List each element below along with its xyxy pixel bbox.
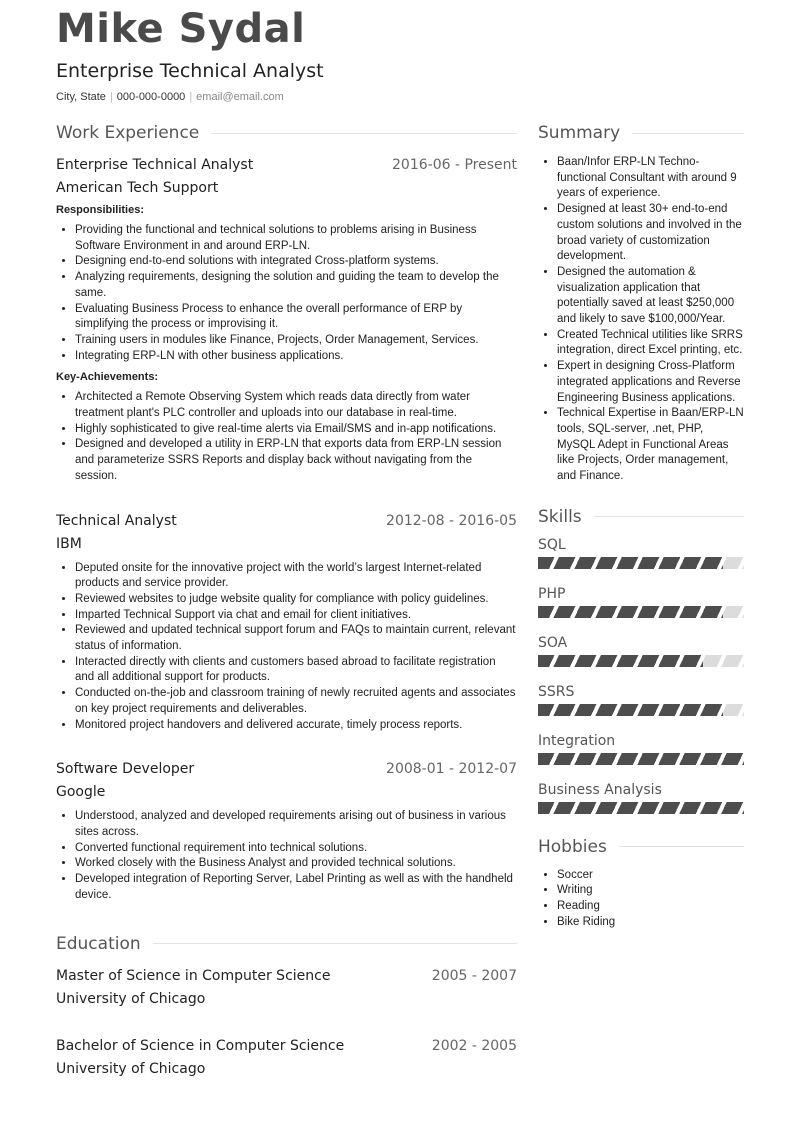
job-dates: 2016-06 - Present: [392, 157, 517, 173]
skill-name: SQL: [538, 536, 566, 553]
skills-title: Skills: [538, 505, 744, 529]
education-degree: Bachelor of Science in Computer Science: [56, 1037, 345, 1054]
hobby-item: • Soccer: [557, 868, 744, 884]
job-bullet: • Deputed onsite for the innovative project with the world’s largest Internet-related products and service provider.: [75, 561, 517, 592]
skill-entry: [538, 730, 744, 765]
candidate-title: Enterprise Technical Analyst: [56, 60, 324, 82]
skill-bar-fill: [538, 704, 723, 716]
contact-line: [56, 90, 756, 104]
skill-name: Business Analysis: [538, 781, 662, 798]
job-bullet: • Conducted on-the-job and classroom training of newly recruited agents and associates on key project requirements and deliverables.: [75, 686, 517, 717]
education-title: Education: [56, 932, 517, 956]
education-header-row: [56, 965, 517, 988]
job-bullet-list: [56, 223, 517, 364]
job-bullet: • Designed and developed a utility in ERP-LN that exports data from ERP-LN session and parameterize SSRS Reports and display back without navigating from the session.: [75, 437, 517, 484]
summary-item: • Expert in designing Cross-Platform integrated applications and Reverse Engineering Business applications.: [557, 359, 744, 406]
job-bullet: • Highly sophisticated to give real-time alerts via Email/SMS and in-app notifications.: [75, 422, 517, 438]
job-bullet: • Reviewed and updated technical support forum and FAQs to maintain current, relevant status of information.: [75, 623, 517, 654]
skill-bar-fill: [538, 802, 744, 814]
job-entry: [56, 510, 517, 734]
summary-list: [538, 155, 744, 485]
contact-phone: 000-000-0000: [116, 91, 186, 103]
job-subheading: Key-Achievements:: [56, 371, 159, 384]
job-bullet: • Interacted directly with clients and customers based abroad to facilitate registration and all additional support for products.: [75, 655, 517, 686]
skill-bar-fill: [538, 655, 703, 667]
summary-item: • Technical Expertise in Baan/ERP-LN tools, SQL-server, .net, PHP, MySQL Adept in Functional Areas like Projects, Order management, and Finance.: [557, 406, 744, 485]
skill-name: SOA: [538, 634, 568, 651]
job-bullet: • Imparted Technical Support via chat and email for client initiatives.: [75, 608, 517, 624]
job-bullet: • Developed integration of Reporting Server, Label Printing as well as with the handheld device.: [75, 872, 517, 903]
education-list: [56, 965, 517, 1081]
job-entry: [56, 154, 517, 485]
skill-bar-fill: [538, 753, 744, 765]
education-school: University of Chicago: [56, 1060, 206, 1077]
job-bullet: • Understood, analyzed and developed requirements arising out of business in various sites across.: [75, 809, 517, 840]
job-bullet: • Monitored project handovers and delivered accurate, timely process reports.: [75, 718, 517, 734]
summary-item: • Baan/Infor ERP-LN Techno-functional Consultant with around 9 years of experience.: [557, 155, 744, 202]
hobby-item: • Bike Riding: [557, 915, 744, 931]
skill-name: Integration: [538, 732, 616, 749]
job-bullet: • Providing the functional and technical solutions to problems arising in Business Software Environment in and around ERP-LN.: [75, 223, 517, 254]
hobbies-section: [538, 835, 744, 931]
job-header-row: [56, 510, 517, 533]
job-bullet-list: [56, 390, 517, 484]
left-column: [56, 121, 517, 1081]
job-title: Enterprise Technical Analyst: [56, 157, 254, 173]
contact-email[interactable]: email@email.com: [196, 91, 284, 103]
skill-level-bar: [538, 606, 744, 618]
skill-entry: [538, 583, 744, 618]
job-header-row: [56, 758, 517, 781]
job-dates: 2012-08 - 2016-05: [386, 512, 517, 529]
contact-separator: |: [189, 91, 193, 103]
skill-level-bar: [538, 557, 744, 569]
education-entry: [56, 1035, 517, 1081]
skill-entry: [538, 534, 744, 569]
job-bullet: • Converted functional requirement into technical solutions.: [75, 841, 517, 857]
work-experience-title: Work Experience: [56, 121, 517, 145]
skill-entry: [538, 779, 744, 814]
skills-section: [538, 505, 744, 814]
job-bullet: • Training users in modules like Finance, Projects, Order Management, Services.: [75, 333, 517, 349]
skill-bar-fill: [538, 606, 723, 618]
summary-section: [538, 121, 744, 485]
skill-bar-fill: [538, 557, 723, 569]
hobbies-title: Hobbies: [538, 835, 744, 859]
job-bullet: • Integrating ERP-LN with other business applications.: [75, 349, 517, 365]
right-column: [538, 121, 744, 931]
education-dates: 2002 - 2005: [431, 1037, 517, 1054]
skill-entry: [538, 632, 744, 667]
skill-name: SSRS: [538, 683, 575, 700]
job-subheading: Responsibilities:: [56, 204, 145, 216]
job-bullet: • Reviewed websites to judge website quality for compliance with policy guidelines.: [75, 592, 517, 608]
candidate-name: Mike Sydal: [56, 6, 306, 52]
job-company: American Tech Support: [56, 180, 219, 196]
skill-name: PHP: [538, 585, 566, 602]
job-bullet: • Architected a Remote Observing System which reads data directly from water treatment plant's PLC controller and uploads into our database in real-time.: [75, 390, 517, 421]
skill-entry: [538, 681, 744, 716]
job-header-row: [56, 154, 517, 177]
job-bullet-list: [56, 809, 517, 903]
summary-item: • Designed the automation & visualization application that potentially saved at least $250,000 and likely to save $100,000/Year.: [557, 265, 744, 328]
job-bullet: • Designing end-to-end solutions with integrated Cross-platform systems.: [75, 254, 517, 270]
job-company: IBM: [56, 535, 82, 552]
resume-header: [56, 4, 756, 104]
education-dates: 2005 - 2007: [431, 967, 517, 984]
skill-level-bar: [538, 753, 744, 765]
skill-level-bar: [538, 802, 744, 814]
contact-separator: |: [109, 91, 113, 103]
summary-title: Summary: [538, 121, 744, 145]
job-bullet-list: [56, 561, 517, 734]
job-bullet: • Evaluating Business Process to enhance the overall performance of ERP by simplifying the process or improvising it.: [75, 302, 517, 333]
job-title: Software Developer: [56, 761, 195, 778]
job-dates: 2008-01 - 2012-07: [386, 761, 517, 778]
education-section: [56, 932, 517, 1081]
contact-location: City, State: [56, 91, 106, 103]
job-company: Google: [56, 784, 106, 801]
education-entry: [56, 965, 517, 1011]
hobby-item: • Reading: [557, 899, 744, 915]
job-bullet: • Worked closely with the Business Analyst and provided technical solutions.: [75, 856, 517, 872]
hobby-item: • Writing: [557, 883, 744, 899]
job-entry: [56, 758, 517, 903]
jobs-list: [56, 154, 517, 904]
skill-level-bar: [538, 655, 744, 667]
summary-item: • Designed at least 30+ end-to-end custom solutions and involved in the broad variety of customization development.: [557, 202, 744, 265]
education-header-row: [56, 1035, 517, 1058]
education-school: University of Chicago: [56, 990, 206, 1007]
job-title: Technical Analyst: [56, 512, 177, 529]
summary-item: • Created Technical utilities like SRRS integration, direct Excel printing, etc.: [557, 328, 744, 359]
job-bullet: • Analyzing requirements, designing the solution and guiding the team to develop the same.: [75, 270, 517, 301]
hobbies-list: [538, 868, 744, 931]
skill-level-bar: [538, 704, 744, 716]
skills-list: [538, 534, 744, 814]
education-degree: Master of Science in Computer Science: [56, 967, 331, 984]
